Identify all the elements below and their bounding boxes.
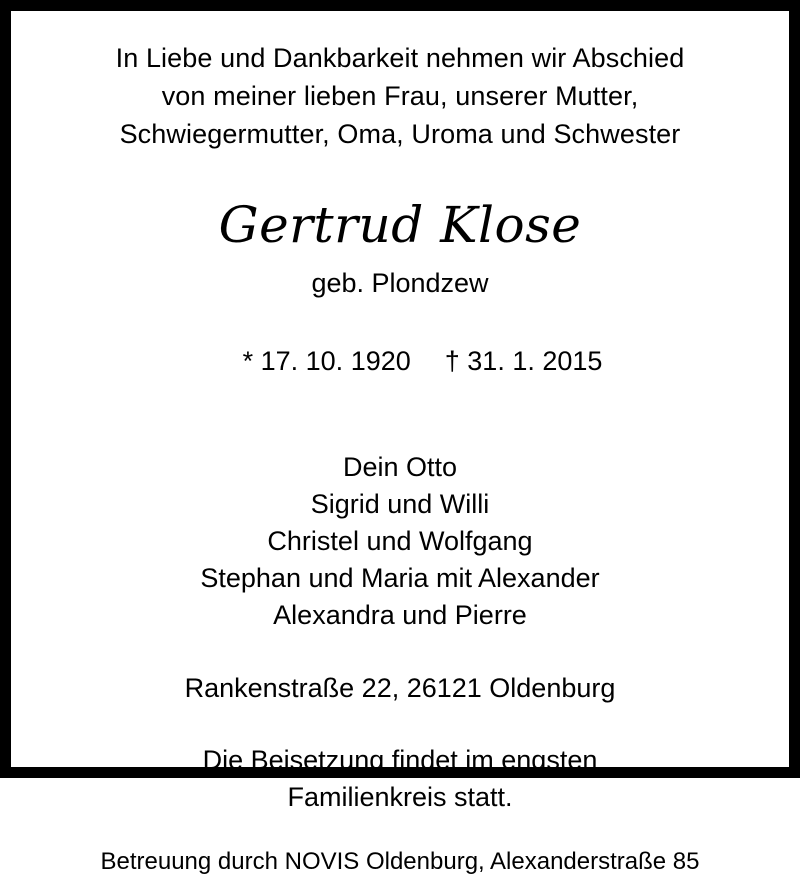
- intro-line-3: Schwiegermutter, Oma, Uroma und Schwester: [119, 119, 681, 149]
- list-item: Sigrid und Willi: [310, 489, 490, 519]
- list-item: Stephan und Maria mit Alexander: [200, 563, 600, 593]
- list-item: Christel und Wolfgang: [267, 526, 533, 556]
- intro-line-2: von meiner lieben Frau, unserer Mutter,: [161, 81, 639, 111]
- birth-date: * 17. 10. 1920: [242, 346, 411, 376]
- death-date: † 31. 1. 2015: [444, 346, 603, 376]
- intro-line-1: In Liebe und Dankbarkeit nehmen wir Abschied: [115, 43, 685, 73]
- list-item: Dein Otto: [342, 452, 458, 482]
- address-line: Rankenstraße 22, 26121 Oldenburg: [184, 673, 616, 703]
- deceased-name: Gertrud Klose: [218, 196, 582, 254]
- family-list: [200, 449, 599, 634]
- list-item: Alexandra und Pierre: [273, 600, 527, 630]
- notice-line-2: Familienkreis statt.: [287, 782, 513, 812]
- intro-text: [116, 39, 685, 153]
- life-dates: [198, 307, 603, 415]
- maiden-name: geb. Plondzew: [311, 268, 489, 298]
- funeral-notice: [203, 742, 598, 816]
- funeral-home-credit: Betreuung durch NOVIS Oldenburg, Alexanderstraße 85: [100, 848, 700, 875]
- notice-line-1: Die Beisetzung findet im engsten: [202, 745, 598, 775]
- obituary-card: [11, 11, 789, 875]
